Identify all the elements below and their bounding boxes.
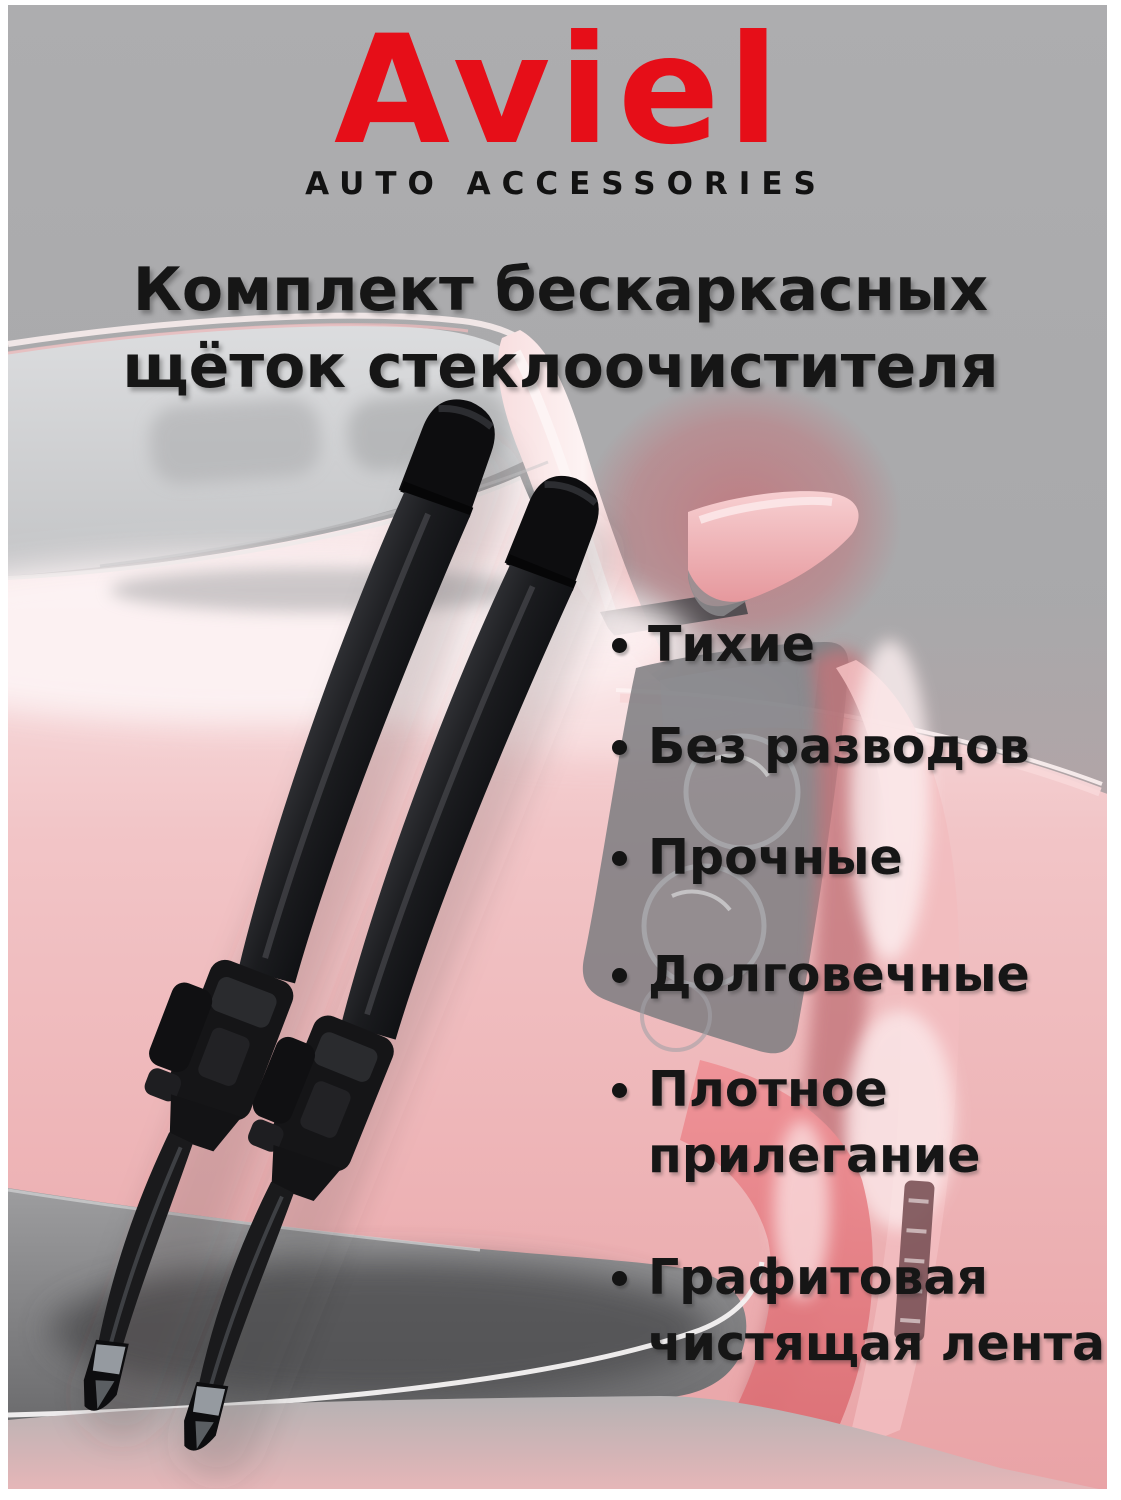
brand-logo-block — [0, 4, 1121, 202]
feature-item — [596, 612, 1116, 678]
brand-logo: Aviel — [333, 4, 788, 178]
product-title-line2: щёток стеклоочистителя — [122, 332, 999, 402]
bullet-dot — [612, 851, 627, 866]
bullet-dot — [612, 638, 627, 653]
feature-item — [596, 714, 1116, 780]
feature-item — [596, 942, 1116, 1008]
bullet-dot — [612, 968, 627, 983]
feature-label: Графитовая чистящая лента — [648, 1249, 1106, 1372]
feature-label: Без разводов — [648, 718, 1030, 775]
brand-tagline: AUTO ACCESSORIES — [305, 166, 827, 202]
feature-label: Плотное прилегание — [648, 1061, 981, 1184]
feature-list — [596, 612, 1116, 1423]
product-title-line1: Комплект бескаркасных — [132, 255, 989, 325]
feature-label: Прочные — [648, 829, 903, 886]
feature-label: Долговечные — [648, 946, 1030, 1003]
bullet-dot — [612, 740, 627, 755]
feature-item — [596, 1057, 1116, 1189]
feature-item — [596, 825, 1116, 891]
bullet-dot — [612, 1271, 627, 1286]
bullet-dot — [612, 1083, 627, 1098]
product-title — [0, 252, 1121, 406]
feature-label: Тихие — [648, 616, 815, 673]
feature-item — [596, 1245, 1116, 1377]
